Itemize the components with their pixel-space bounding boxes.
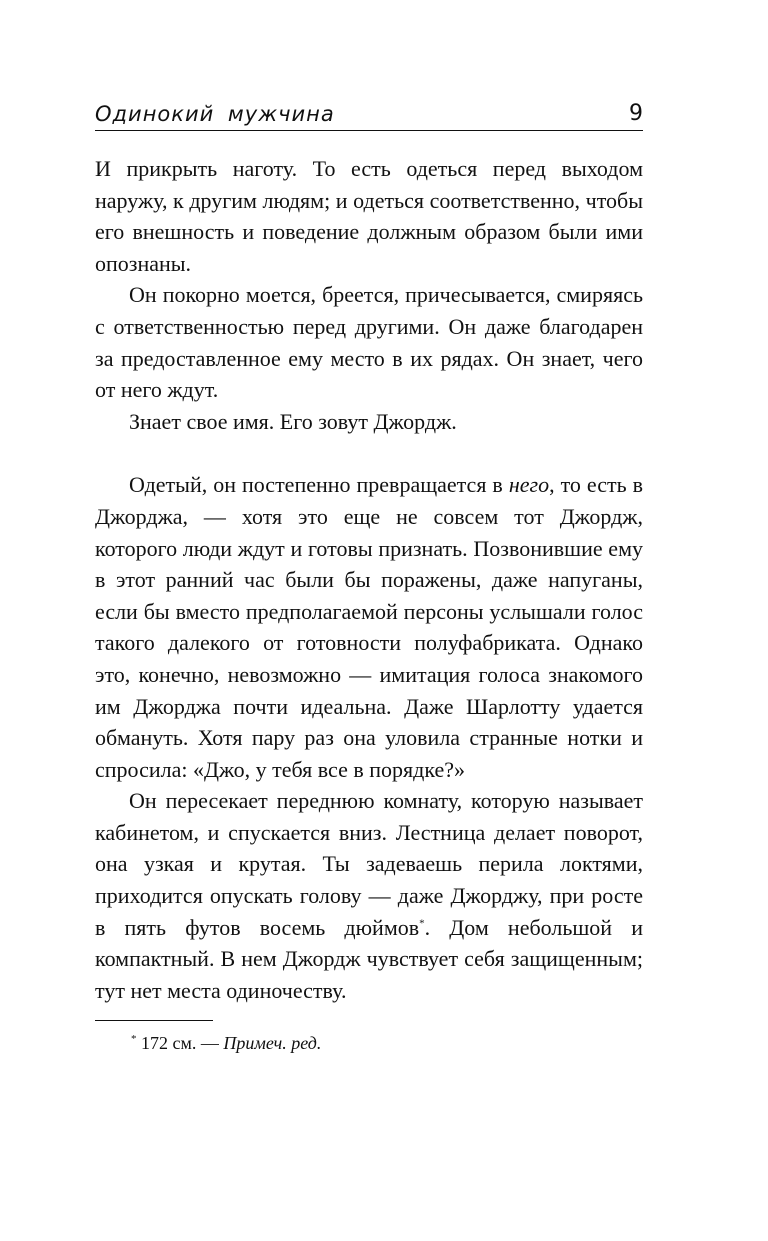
running-title: Одинокий мужчина — [95, 102, 335, 126]
footnote-text: 172 см. — — [136, 1033, 224, 1054]
running-header — [95, 90, 643, 131]
paragraph-5 — [95, 785, 643, 1006]
paragraph-4-start: Одетый, он постепенно превращается в — [129, 472, 509, 498]
paragraph-2: Он покорно моется, бреется, причесывается, смиряясь с ответственностью перед другими. Он даже благодарен за предоставленное ему место в их рядах. Он знает, чего от него ждут. — [95, 282, 643, 403]
paragraph-3: Знает свое имя. Его зовут Джордж. — [129, 408, 457, 434]
footnote-mark: * — [131, 1033, 137, 1046]
paragraph-5-start: Он пересекает переднюю комнату, которую называет кабинетом, и спускается вниз. Лестница делает поворот, она узкая и крутая. Ты задеваешь перила локтями, приходится опускать голову — даже Джорджу, при росте в пять футов восемь дюймов — [95, 788, 643, 940]
paragraph-4-rest: , то есть в Джорджа, — хотя это еще не совсем тот Джордж, которого люди ждут и готовы признать. Позвонившие ему в этот ранний час были бы поражены, даже напуганы, если бы вместо предполагаемой персоны услышали голос такого далекого от готовности полуфабриката. Однако это, конечно, невозможно — имитация голоса знакомого им Джорджа почти идеальна. Даже Шарлотту удается обмануть. Хотя пару раз она уловила странные нотки и спросила: «Джо, у тебя все в порядке?» — [95, 472, 644, 782]
footnote — [95, 1033, 643, 1054]
paragraph-4-emphasis: него — [508, 472, 550, 498]
footnote-divider — [95, 1020, 213, 1021]
book-page — [95, 90, 643, 1054]
body-text — [95, 153, 643, 1006]
paragraph-1: И прикрыть наготу. То есть одеться перед выходом наружу, к другим людям; и одеться соответственно, чтобы его внешность и поведение должным образом были ими опознаны. — [95, 156, 643, 276]
page-number: 9 — [629, 101, 643, 126]
footnote-reference: * — [419, 917, 425, 930]
footnote-editor-note: Примеч. ред. — [223, 1033, 322, 1054]
paragraph-4 — [95, 469, 643, 785]
paragraph-5-rest: . Дом небольшой и компактный. В нем Джордж чувствует себя защищенным; тут нет места одиночеству. — [95, 914, 643, 1003]
